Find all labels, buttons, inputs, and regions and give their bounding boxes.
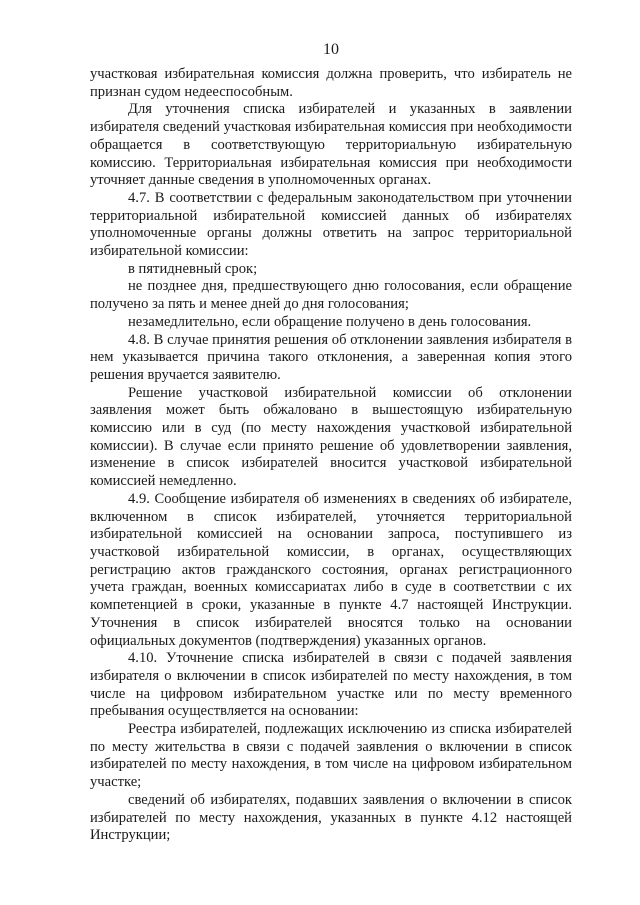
paragraph-1: участковая избирательная комиссия должна проверить, что избиратель не признан судом недееспособным. xyxy=(90,66,572,100)
paragraph-6: незамедлительно, если обращение получено в день голосования. xyxy=(128,313,532,330)
paragraph-8: Решение участковой избирательной комиссии об отклонении заявления может быть обжаловано в вышестоящую избирательную комиссию или в суд (по месту нахождения участковой избирательной комиссии). В случае если принято решение об удовлетворении заявления, изменение в список избирателей вносится участковой избирательной комиссией немедленно. xyxy=(90,384,572,490)
document-page xyxy=(90,40,572,845)
page-number: 10 xyxy=(323,41,339,58)
paragraph-11: Реестра избирателей, подлежащих исключению из списка избирателей по месту жительства в связи с подачей заявления о включении в список избирателей по месту нахождения, в том числе на цифровом избирательном участке; xyxy=(90,721,572,791)
paragraph-3: 4.7. В соответствии с федеральным законодательством при уточнении территориальной избирательной комиссией данных об избирателях уполномоченные органы должны ответить на запрос территориальной избирательной комиссии: xyxy=(90,189,572,260)
paragraph-7: 4.8. В случае принятия решения об отклонении заявления избирателя в нем указывается причина такого отклонения, а заверенная копия этого решения вручается заявителю. xyxy=(90,331,572,383)
paragraph-4: в пятидневный срок; xyxy=(128,260,258,277)
paragraph-12: сведений об избирателях, подавших заявления о включении в список избирателей по месту нахождения, указанных в пункте 4.12 настоящей Инструкции; xyxy=(90,791,572,844)
paragraph-9: 4.9. Сообщение избирателя об изменениях в сведениях об избирателе, включенном в список избирателей, уточняется территориальной избирательной комиссией на основании запроса, поступившего из участковой избирательной комиссии, в органах, осуществляющих регистрацию актов гражданского состояния, органах регистрационного учета граждан, военных комиссариатах либо в суде в соответствии с их компетенцией в сроки, указанные в пункте 4.7 настоящей Инструкции. Уточнения в список избирателей вносятся только на основании официальных документов (подтверждения) указанных органов. xyxy=(90,490,572,649)
paragraph-2: Для уточнения списка избирателей и указанных в заявлении избирателя сведений участковая избирательная комиссия при необходимости обращается в соответствующую территориальную избирательную комиссию. Территориальная избирательная комиссия при необходимости уточняет данные сведения в уполномоченных органах. xyxy=(90,101,572,189)
paragraph-10: 4.10. Уточнение списка избирателей в связи с подачей заявления избирателя о включении в список избирателей по месту нахождения, в том числе на цифровом избирательном участке или по месту временного пребывания осуществляется на основании: xyxy=(90,650,572,720)
paragraph-5: не позднее дня, предшествующего дню голосования, если обращение получено за пять и менее дней до дня голосования; xyxy=(90,278,572,313)
